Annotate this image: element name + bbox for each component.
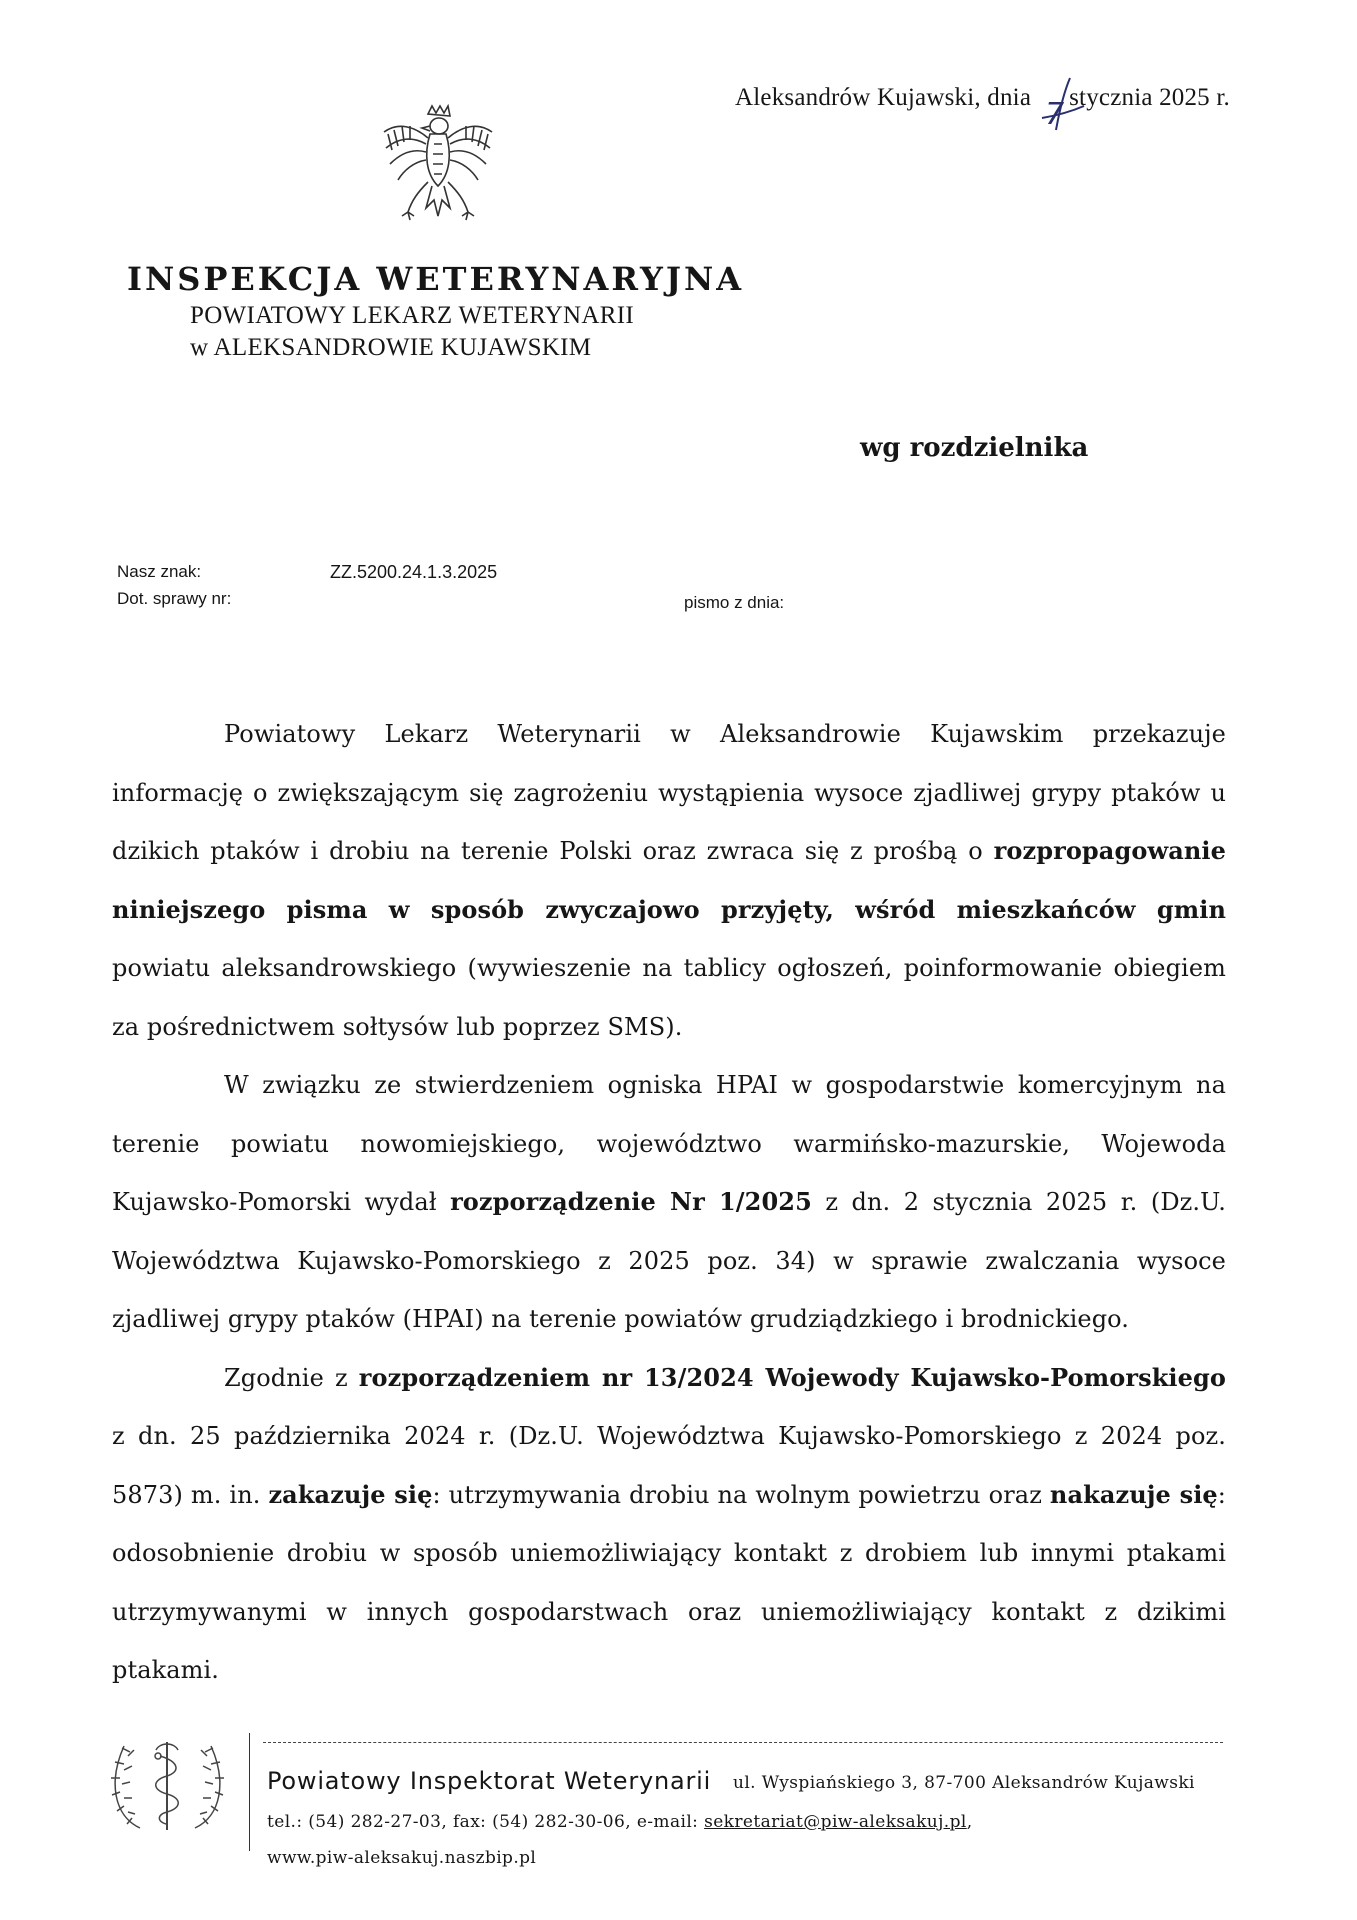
bold-prohibition: zakazuje się <box>268 1479 433 1509</box>
bold-regulation-1: rozporządzenie Nr 1/2025 <box>450 1187 812 1216</box>
footer-email-link[interactable]: sekretariat@piw-aleksakuj.pl <box>704 1812 967 1832</box>
footer-divider-vertical <box>249 1733 250 1851</box>
institution-title: INSPEKCJA WETERYNARYJNA <box>127 260 745 298</box>
bold-order: nakazuje się <box>1049 1479 1218 1509</box>
footer-address: ul. Wyspiańskiego 3, 87-700 Aleksandrów Kujawski <box>733 1773 1195 1793</box>
footer-website-link[interactable]: www.piw-aleksakuj.naszbip.pl <box>267 1848 537 1868</box>
footer-office-name: Powiatowy Inspektorat Weterynarii <box>267 1767 712 1795</box>
polish-eagle-icon <box>378 104 498 234</box>
case-number-label: Dot. sprawy nr: <box>117 589 232 608</box>
letter-body <box>112 705 1226 1700</box>
body-paragraph-1: Powiatowy Lekarz Weterynarii w Aleksandrowie Kujawskim przekazuje informację o zwiększającym się zagrożeniu wystąpienia wysoce zjadliwej grypy ptaków u dzikich ptaków i drobiu na terenie Polski oraz zwraca się z prośbą o rozpropagowanie niniejszego pisma w sposób zwyczajowo przyjęty, wśród mieszkańców gmin powiatu aleksandrowskiego (wywieszenie na tablicy ogłoszeń, poinformowanie obiegiem za pośrednictwem sołtysów lub poprzez SMS). <box>112 720 1226 1041</box>
our-sign-label: Nasz znak: <box>117 562 202 581</box>
body-paragraph-3: Zgodnie z rozporządzeniem nr 13/2024 Wojewody Kujawsko-Pomorskiego z dn. 25 października 2024 r. (Dz.U. Województwa Kujawsko-Pomorskiego z 2024 poz. 5873) m. in. zakazuje się: utrzymywania drobiu na wolnym powietrzu oraz nakazuje się: odosobnienie drobiu w sposób uniemożliwiający kontakt z drobiem lub innymi ptakami utrzymywanymi w innych gospodarstwach oraz uniemożliwiający kontakt z dzikimi ptakami. <box>112 1362 1226 1684</box>
footer-phone-fax: tel.: (54) 282-27-03, fax: (54) 282-30-06, e-mail: <box>267 1812 705 1832</box>
body-paragraph-2: W związku ze stwierdzeniem ogniska HPAI w gospodarstwie komercyjnym na terenie powiatu nowomiejskiego, województwo warmińsko-mazurskie, Wojewoda Kujawsko-Pomorski wydał rozporządzenie Nr 1/2025 z dn. 2 stycznia 2025 r. (Dz.U. Województwa Kujawsko-Pomorskiego z 2025 poz. 34) w sprawie zwalczania wysoce zjadliwej grypy ptaków (HPAI) na terenie powiatów grudziądzkiego i brodnickiego. <box>112 1071 1226 1333</box>
signature-stroke-icon <box>1040 72 1088 134</box>
bold-regulation-13: rozporządzeniem nr 13/2024 Wojewody Kujawsko-Pomorskiego <box>358 1362 1226 1392</box>
document-date <box>735 84 1230 132</box>
caduceus-wreath-icon <box>100 1732 235 1837</box>
recipient: wg rozdzielnika <box>860 433 1089 463</box>
date-suffix: stycznia 2025 r. <box>1069 84 1230 111</box>
date-prefix: Aleksandrów Kujawski, dnia <box>735 84 1032 111</box>
footer-contact: tel.: (54) 282-27-03, fax: (54) 282-30-06, e-mail: sekretariat@piw-aleksakuj.pl, <box>267 1812 973 1832</box>
office-name-line1: POWIATOWY LEKARZ WETERYNARII <box>190 302 634 329</box>
bold-request: rozpropagowanie niniejszego pisma w sposób zwyczajowo przyjęty, wśród mieszkańców gmin <box>112 836 1226 924</box>
footer-divider-dashed <box>263 1742 1223 1743</box>
office-name-line2: w ALEKSANDROWIE KUJAWSKIM <box>190 334 592 361</box>
handwritten-day: 7 <box>1045 97 1065 132</box>
letter-date-label: pismo z dnia: <box>684 593 785 612</box>
our-sign-value: ZZ.5200.24.1.3.2025 <box>330 562 498 582</box>
